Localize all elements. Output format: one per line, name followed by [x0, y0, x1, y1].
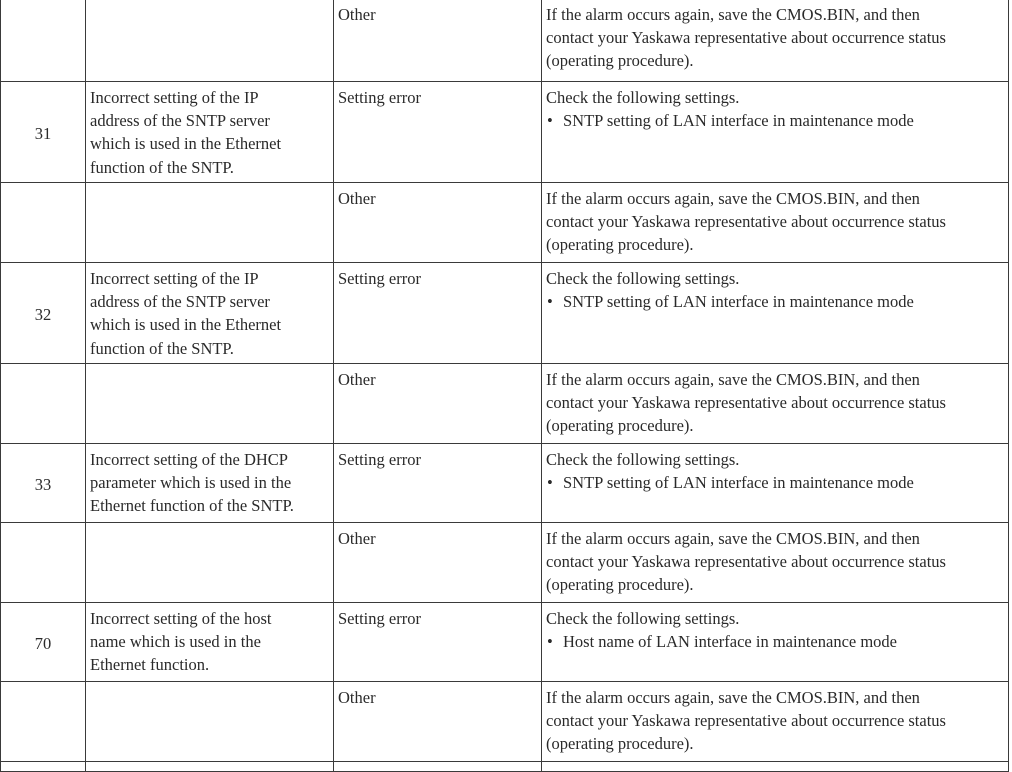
- remedy-line: contact your Yaskawa representative about occurrence status: [546, 711, 946, 731]
- cause-cell: Other: [334, 183, 542, 263]
- remedy-bullet-text: SNTP setting of LAN interface in maintenance mode: [563, 111, 914, 131]
- remedy-bullet-item: [546, 630, 1002, 653]
- cause-cell: [334, 762, 542, 772]
- alarm-code-cell: 70: [1, 603, 86, 682]
- remedy-intro: Check the following settings.: [546, 609, 740, 628]
- remedy-bullet-text: SNTP setting of LAN interface in maintenance mode: [563, 292, 914, 312]
- remedy-line: If the alarm occurs again, save the CMOS.BIN, and then: [546, 688, 920, 707]
- description-line: parameter which is used in the: [90, 473, 292, 493]
- alarm-code-cell: [1, 364, 86, 444]
- remedy-bullet-item: [546, 290, 1002, 313]
- remedy-line: (operating procedure).: [546, 575, 694, 595]
- remedy-intro: Check the following settings.: [546, 450, 740, 469]
- remedy-cell: [542, 762, 1009, 772]
- table-row: [1, 523, 1009, 603]
- description-cell: [86, 682, 334, 762]
- alarm-code-cell: 33: [1, 444, 86, 523]
- description-line: name which is used in the: [90, 632, 261, 652]
- bullet-icon: •: [547, 632, 553, 652]
- remedy-line: If the alarm occurs again, save the CMOS.BIN, and then: [546, 5, 920, 24]
- description-line: Incorrect setting of the DHCP: [90, 450, 288, 469]
- description-line: address of the SNTP server: [90, 292, 270, 312]
- remedy-line: (operating procedure).: [546, 734, 694, 754]
- bullet-icon: •: [547, 473, 553, 493]
- description-cell: [86, 364, 334, 444]
- remedy-line: If the alarm occurs again, save the CMOS.BIN, and then: [546, 370, 920, 389]
- description-line: Incorrect setting of the host: [90, 609, 272, 628]
- remedy-line: contact your Yaskawa representative about occurrence status: [546, 212, 946, 232]
- bullet-icon: •: [547, 292, 553, 312]
- remedy-line: If the alarm occurs again, save the CMOS.BIN, and then: [546, 529, 920, 548]
- cause-cell: Other: [334, 364, 542, 444]
- table-row: [1, 603, 1009, 682]
- remedy-cell: [542, 183, 1009, 263]
- remedy-intro: Check the following settings.: [546, 88, 740, 107]
- description-cell: [86, 603, 334, 682]
- remedy-cell: [542, 82, 1009, 183]
- description-line: function of the SNTP.: [90, 338, 234, 358]
- remedy-intro: Check the following settings.: [546, 269, 740, 288]
- alarm-code-cell: [1, 682, 86, 762]
- table-row: [1, 364, 1009, 444]
- description-line: address of the SNTP server: [90, 111, 270, 131]
- remedy-line: (operating procedure).: [546, 235, 694, 255]
- remedy-cell: [542, 263, 1009, 364]
- table-row: [1, 444, 1009, 523]
- description-cell: [86, 183, 334, 263]
- cause-cell: Other: [334, 682, 542, 762]
- remedy-bullet-item: [546, 471, 1002, 494]
- table-row: [1, 82, 1009, 183]
- cause-cell: Other: [334, 0, 542, 82]
- alarm-code-cell: [1, 762, 86, 772]
- description-cell: [86, 762, 334, 772]
- description-line: Ethernet function.: [90, 655, 210, 675]
- cause-cell: Setting error: [334, 263, 542, 364]
- table-row: [1, 762, 1009, 772]
- description-cell: [86, 444, 334, 523]
- alarm-code-cell: [1, 523, 86, 603]
- remedy-line: If the alarm occurs again, save the CMOS.BIN, and then: [546, 189, 920, 208]
- remedy-cell: [542, 364, 1009, 444]
- alarm-code-cell: [1, 183, 86, 263]
- description-cell: [86, 0, 334, 82]
- alarm-code-cell: 32: [1, 263, 86, 364]
- remedy-cell: [542, 444, 1009, 523]
- remedy-cell: [542, 603, 1009, 682]
- alarm-code-cell: [1, 0, 86, 82]
- description-cell: [86, 82, 334, 183]
- bullet-icon: •: [547, 111, 553, 131]
- description-line: function of the SNTP.: [90, 157, 234, 177]
- description-line: Ethernet function of the SNTP.: [90, 496, 294, 516]
- description-line: Incorrect setting of the IP: [90, 269, 259, 288]
- remedy-line: (operating procedure).: [546, 51, 694, 71]
- table-row: [1, 263, 1009, 364]
- remedy-line: (operating procedure).: [546, 416, 694, 436]
- remedy-bullet-item: [546, 109, 1002, 132]
- table-row: [1, 682, 1009, 762]
- cause-cell: Setting error: [334, 82, 542, 183]
- remedy-cell: [542, 0, 1009, 82]
- remedy-line: contact your Yaskawa representative about occurrence status: [546, 393, 946, 413]
- description-line: which is used in the Ethernet: [90, 134, 282, 154]
- remedy-cell: [542, 682, 1009, 762]
- table-row: [1, 0, 1009, 82]
- remedy-bullet-text: SNTP setting of LAN interface in maintenance mode: [563, 473, 914, 493]
- description-cell: [86, 263, 334, 364]
- table-row: [1, 183, 1009, 263]
- cause-cell: Setting error: [334, 603, 542, 682]
- remedy-line: contact your Yaskawa representative about occurrence status: [546, 552, 946, 572]
- alarm-code-cell: 31: [1, 82, 86, 183]
- remedy-cell: [542, 523, 1009, 603]
- description-cell: [86, 523, 334, 603]
- cause-cell: Setting error: [334, 444, 542, 523]
- remedy-line: contact your Yaskawa representative about occurrence status: [546, 28, 946, 48]
- cause-cell: Other: [334, 523, 542, 603]
- remedy-bullet-text: Host name of LAN interface in maintenance mode: [563, 632, 897, 652]
- description-line: which is used in the Ethernet: [90, 315, 282, 335]
- description-line: Incorrect setting of the IP: [90, 88, 259, 107]
